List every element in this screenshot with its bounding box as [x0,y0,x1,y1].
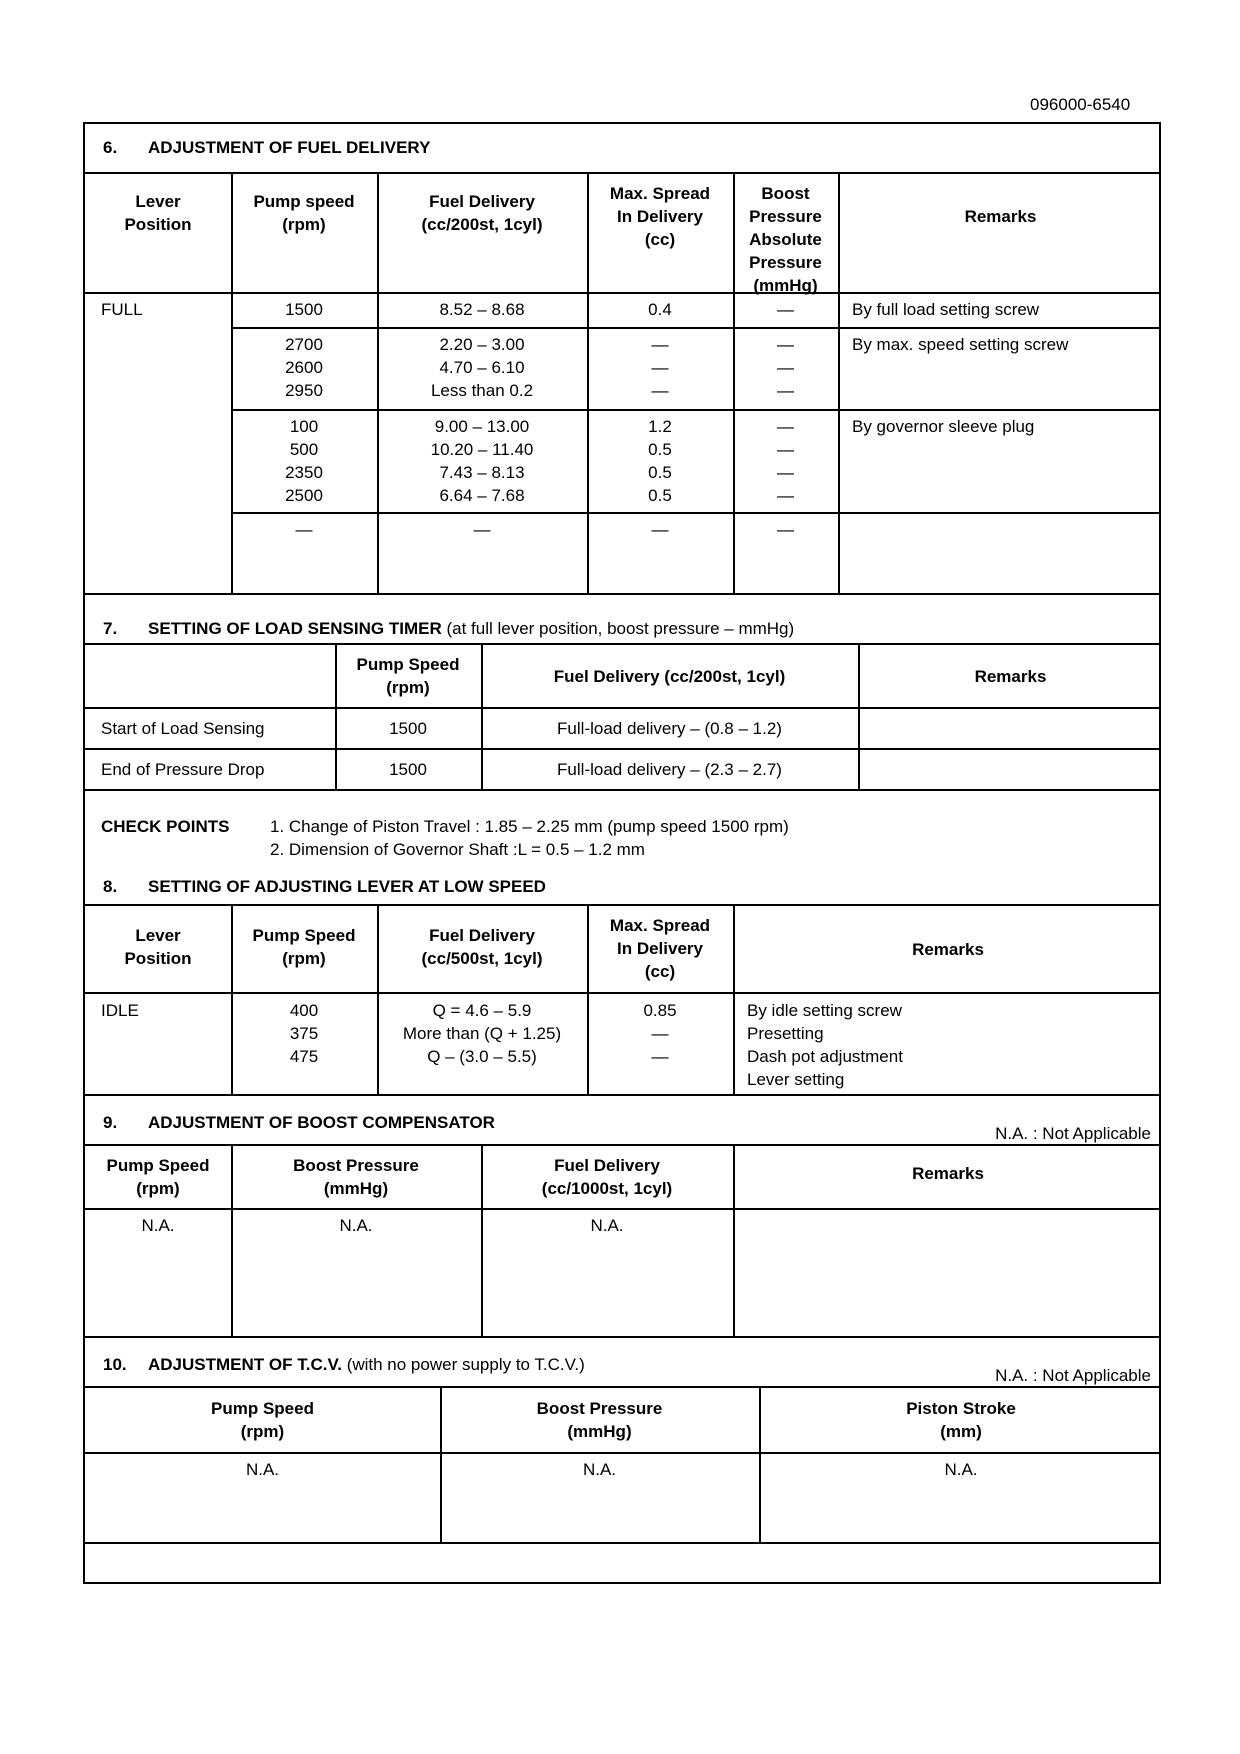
pump-speed-cell: — [295,520,313,539]
fuel-delivery-cell: N.A. [590,1216,624,1235]
section-number: 8. [103,877,118,896]
header-remarks: Remarks [912,1164,984,1183]
row-label: End of Pressure Drop [101,760,265,779]
pump-speed-cell: 400 375 475 [289,1001,319,1066]
divider [85,292,1159,294]
header-boost-pressure: Boost Pressure Absolute Pressure (mmHg) [749,184,822,295]
fuel-delivery-cell: Full-load delivery – (0.8 – 1.2) [557,719,782,738]
lever-position-value: FULL [101,300,143,319]
header-remarks: Remarks [964,207,1037,226]
remarks-cell: By full load setting screw [852,300,1040,319]
section-title: ADJUSTMENT OF T.C.V. [148,1355,342,1374]
divider [85,593,1159,595]
header-fuel-delivery: Fuel Delivery (cc/200st, 1cyl) [553,667,786,686]
fuel-delivery-cell: 9.00 – 13.00 10.20 – 11.40 7.43 – 8.13 6.64 – 7.68 [430,417,534,505]
header-max-spread: Max. Spread In Delivery (cc) [609,184,711,249]
section-10-title [103,1355,585,1375]
pump-speed-cell: 100 500 2350 2500 [285,417,323,505]
divider [85,1386,1159,1388]
max-spread-cell: 0.85 — — [643,1001,677,1066]
document-number: 096000-6540 [1030,95,1131,114]
max-spread-cell: — — — [651,335,669,400]
fuel-delivery-cell: 2.20 – 3.00 4.70 – 6.10 Less than 0.2 [430,335,534,400]
fuel-delivery-cell: Q = 4.6 – 5.9 More than (Q + 1.25) Q – (3.0 – 5.5) [402,1001,562,1066]
header-remarks: Remarks [912,940,984,959]
check-point-item: 1. Change of Piston Travel : 1.85 – 2.25 mm (pump speed 1500 rpm) [270,817,789,836]
pump-speed-cell: 1500 [389,719,427,738]
divider [85,748,1159,750]
divider [85,1208,1159,1210]
divider [231,409,1161,411]
divider [85,1542,1159,1544]
header-pump-speed: Pump Speed (rpm) [211,1399,314,1441]
section-title: ADJUSTMENT OF FUEL DELIVERY [148,138,431,157]
section-9-title [103,1113,495,1133]
remarks-cell: By idle setting screw Presetting Dash pot adjustment Lever setting [747,1001,903,1089]
section-title: SETTING OF ADJUSTING LEVER AT LOW SPEED [148,877,546,896]
header-max-spread: Max. Spread In Delivery (cc) [609,916,711,981]
remarks-cell: By max. speed setting screw [852,335,1069,354]
column-divider [733,904,735,1094]
max-spread-cell: — [651,520,669,539]
header-pump-speed: Pump Speed (rpm) [356,655,460,697]
pump-speed-cell: 1500 [285,300,323,319]
boost-pressure-cell: N.A. [339,1216,373,1235]
header-lever-position: Lever Position [124,192,192,234]
row-label: Start of Load Sensing [101,719,265,738]
header-fuel-delivery: Fuel Delivery (cc/1000st, 1cyl) [541,1156,673,1198]
section-title: SETTING OF LOAD SENSING TIMER [148,619,442,638]
boost-pressure-cell: N.A. [582,1460,617,1479]
spec-sheet [83,122,1161,1584]
section-8-title [103,877,546,897]
pump-speed-cell: N.A. [141,1216,175,1235]
section-6-title [103,138,430,158]
boost-cell: — — — [777,335,794,400]
section-number: 7. [103,619,118,638]
remarks-cell: By governor sleeve plug [852,417,1035,436]
pump-speed-cell: 2700 2600 2950 [285,335,323,400]
not-applicable-note: N.A. : Not Applicable [995,1366,1151,1385]
column-divider [838,172,840,593]
section-7-title [103,619,794,639]
divider [85,1144,1159,1146]
header-lever-position: Lever Position [124,926,192,968]
divider [85,789,1159,791]
fuel-delivery-cell: — [473,520,491,539]
divider [85,707,1159,709]
divider [85,1336,1159,1338]
section-number: 6. [103,138,118,157]
divider [85,992,1159,994]
header-piston-stroke: Piston Stroke (mm) [906,1399,1016,1441]
divider [85,1452,1159,1454]
header-boost-pressure: Boost Pressure (mmHg) [536,1399,663,1441]
max-spread-cell: 1.2 0.5 0.5 0.5 [648,417,672,505]
section-number: 10. [103,1355,127,1374]
header-remarks: Remarks [974,667,1047,686]
fuel-delivery-cell: Full-load delivery – (2.3 – 2.7) [557,760,782,779]
divider [231,327,1161,329]
header-pump-speed: Pump Speed (rpm) [106,1156,210,1198]
header-fuel-delivery: Fuel Delivery (cc/500st, 1cyl) [421,926,543,968]
section-title: ADJUSTMENT OF BOOST COMPENSATOR [148,1113,495,1132]
boost-cell: — [777,520,794,539]
header-boost-pressure: Boost Pressure (mmHg) [293,1156,419,1198]
section-note: (at full lever position, boost pressure – mmHg) [446,619,795,638]
check-point-item: 2. Dimension of Governor Shaft :L = 0.5 – 1.2 mm [270,840,645,859]
max-spread-cell: 0.4 [648,300,672,319]
fuel-delivery-cell: 8.52 – 8.68 [439,300,525,319]
header-fuel-delivery: Fuel Delivery (cc/200st, 1cyl) [421,192,543,234]
divider [85,1094,1159,1096]
divider [85,643,1159,645]
lever-position-value: IDLE [101,1001,139,1020]
section-number: 9. [103,1113,118,1132]
divider [85,172,1159,174]
boost-cell: — [777,300,794,319]
boost-cell: — — — — [777,417,794,505]
section-note: (with no power supply to T.C.V.) [346,1355,585,1374]
divider [85,904,1159,906]
check-points-label: CHECK POINTS [101,817,230,836]
piston-stroke-cell: N.A. [944,1460,978,1479]
pump-speed-cell: 1500 [389,760,427,779]
not-applicable-note: N.A. : Not Applicable [995,1124,1151,1143]
header-pump-speed: Pump speed (rpm) [253,192,355,234]
header-pump-speed: Pump Speed (rpm) [252,926,356,968]
divider [231,512,1161,514]
pump-speed-cell: N.A. [245,1460,280,1479]
